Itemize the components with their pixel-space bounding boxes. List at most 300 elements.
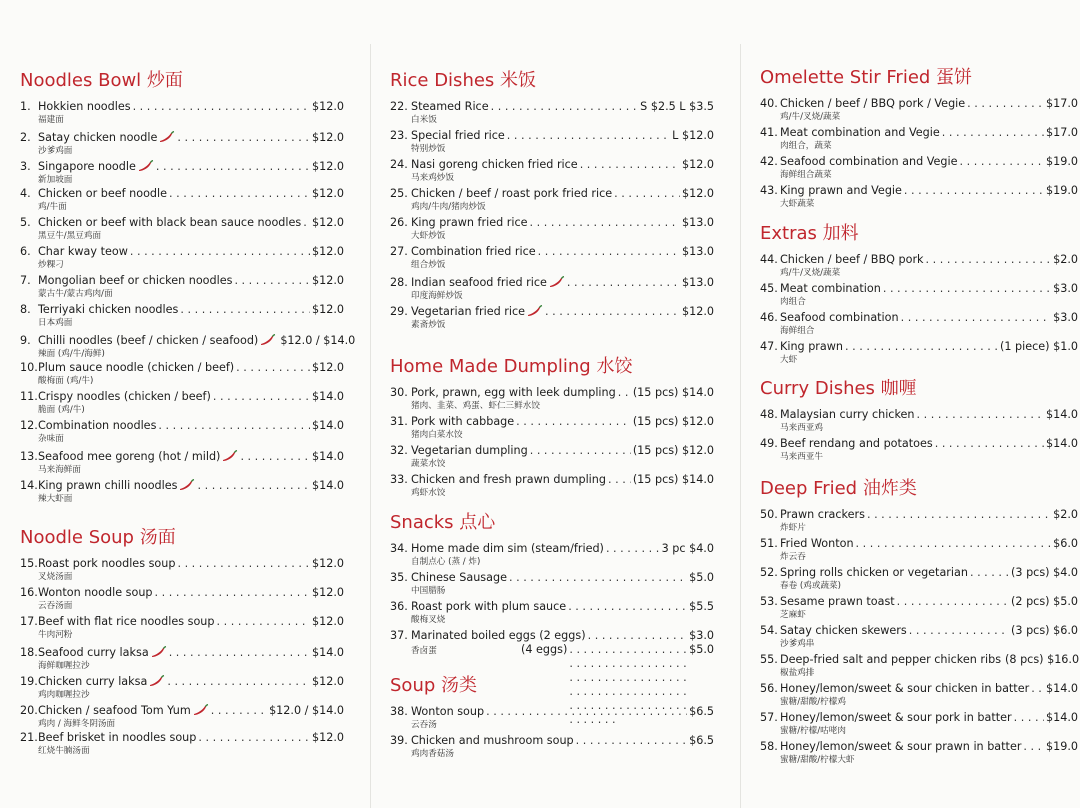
menu-item-line: [760, 566, 1078, 580]
dot-leader: [538, 245, 680, 259]
menu-item: [760, 340, 1078, 369]
menu-section: [20, 70, 356, 506]
menu-item: [760, 282, 1078, 311]
item-chinese-name: 肉组合: [780, 297, 806, 307]
dot-leader: [213, 390, 310, 404]
item-chinese-name: 新加坡面: [38, 175, 73, 185]
chili-icon: [260, 334, 276, 346]
item-number: 14.: [20, 479, 38, 492]
item-price: $14.0: [311, 479, 344, 492]
menu-item-line: [760, 408, 1078, 422]
item-name: Mongolian beef or chicken noodles: [38, 274, 233, 287]
item-name: Pork, prawn, egg with leek dumpling: [411, 386, 616, 399]
dot-leader: [217, 615, 310, 629]
item-price: L $12.0: [672, 129, 714, 142]
item-price: $12.0: [311, 187, 344, 200]
menu-item-line: [20, 245, 344, 259]
item-number: 5.: [20, 216, 31, 229]
item-name: Vegetarian fried rice: [411, 305, 526, 318]
item-number: 13.: [20, 450, 38, 463]
section-title: Noodles Bowl 炒面: [20, 70, 183, 91]
dot-leader: [606, 542, 660, 556]
item-price: $14.0: [1045, 711, 1078, 724]
chili-icon: [549, 276, 565, 288]
item-number: 50.: [760, 508, 778, 521]
item-price: (3 pcs) $6.0: [1011, 624, 1078, 637]
item-price: (2 pcs) $5.0: [1011, 595, 1078, 608]
menu-item-line: [760, 624, 1078, 638]
item-chinese-name: 鸡肉咖喱拉沙: [38, 690, 90, 700]
item-price: $14.0: [1045, 437, 1078, 450]
menu-item: [760, 311, 1078, 340]
item-chinese-name: 猪肉白菜水饺: [411, 430, 463, 440]
menu-item: [20, 100, 344, 129]
menu-item: [760, 566, 1078, 595]
item-price: (15 pcs) $14.0: [632, 473, 714, 486]
menu-item-line: [760, 253, 1078, 267]
menu-item-line: [390, 216, 714, 230]
menu-item: [20, 586, 344, 615]
menu-item-line: [390, 129, 714, 143]
item-chinese-name: 肉组合，蔬菜: [780, 141, 832, 151]
menu-item-line: [390, 600, 714, 614]
dot-leader: [917, 408, 1044, 422]
item-price: $19.0: [1045, 184, 1078, 197]
dot-leader: [909, 624, 1009, 638]
item-price: $13.0: [681, 276, 714, 289]
section-title: Extras 加料: [760, 223, 859, 244]
menu-item-line: [760, 653, 1078, 667]
item-price: $14.0: [311, 419, 344, 432]
menu-item-line: [20, 702, 344, 718]
item-price: $12.0: [311, 245, 344, 258]
item-number: 1.: [20, 100, 31, 113]
menu-item-line: [390, 571, 714, 585]
item-number: 22.: [390, 100, 408, 113]
section-title: Soup 汤类: [390, 675, 477, 696]
item-price: $12.0: [311, 274, 344, 287]
item-number: 20.: [20, 704, 38, 717]
item-name: Chinese Sausage: [411, 571, 507, 584]
menu-item-line: [390, 542, 714, 556]
item-chinese-name: 牛肉河粉: [38, 630, 73, 640]
item-number: 34.: [390, 542, 408, 555]
item-number: 27.: [390, 245, 408, 258]
dot-leader: [935, 437, 1044, 451]
menu-item: [390, 274, 714, 303]
item-name: Chicken and fresh prawn dumpling: [411, 473, 606, 486]
section-title: Omelette Stir Fried 蛋饼: [760, 67, 973, 88]
menu-item: [390, 444, 714, 473]
item-price: $19.0: [1045, 740, 1078, 753]
item-price: $6.5: [689, 734, 714, 747]
item-number: 25.: [390, 187, 408, 200]
item-name: Vegetarian dumpling: [411, 444, 528, 457]
menu-item: [20, 673, 344, 702]
item-number: 12.: [20, 419, 38, 432]
dot-leader: [177, 557, 310, 571]
menu-item: [20, 477, 344, 506]
item-name: Chicken and mushroom soup: [411, 734, 574, 747]
item-name: Honey/lemon/sweet & sour chicken in batter: [780, 682, 1030, 695]
item-chinese-name: 鸡/牛/叉烧/蔬菜: [780, 268, 841, 278]
item-number: 52.: [760, 566, 778, 579]
item-chinese-name: 香卤蛋: [411, 646, 437, 656]
item-name: Malaysian curry chicken: [780, 408, 915, 421]
item-chinese-name: 组合炒饭: [411, 260, 446, 270]
menu-item-line: [20, 557, 344, 571]
dot-leader: [960, 155, 1044, 169]
menu-item-line: [760, 97, 1078, 111]
menu-item-line: [390, 274, 714, 290]
item-name: Chicken curry laksa: [38, 675, 148, 688]
item-price: (3 pcs) $4.0: [1011, 566, 1078, 579]
item-chinese-name: 海鲜组合蔬菜: [780, 170, 832, 180]
item-name: Pork with cabbage: [411, 415, 515, 428]
section-title: Rice Dishes 米饭: [390, 70, 537, 91]
item-price: $12.0: [311, 131, 344, 144]
menu-item: [20, 332, 356, 361]
chili-icon: [193, 704, 209, 716]
item-price: $3.0: [1053, 282, 1078, 295]
item-number: 31.: [390, 415, 408, 428]
menu-item: [20, 557, 344, 586]
item-chinese-name: 马来西亚牛: [780, 452, 823, 462]
item-name: Seafood mee goreng (hot / mild): [38, 450, 221, 463]
item-chinese-name: 海鲜咖喱拉沙: [38, 661, 90, 671]
section-title: Noodle Soup 汤面: [20, 527, 176, 548]
item-name: Seafood combination: [780, 311, 899, 324]
item-number: 24.: [390, 158, 408, 171]
menu-item-line: [20, 129, 344, 145]
menu-item-line: [20, 274, 344, 288]
dot-leader: [236, 361, 310, 375]
item-chinese-name: 炸虾片: [780, 523, 806, 533]
menu-item-line: [760, 595, 1078, 609]
item-price: $13.0: [681, 216, 714, 229]
item-chinese-name: 中国腊肠: [411, 586, 446, 596]
menu-item: [390, 187, 714, 216]
dot-leader: [904, 184, 1044, 198]
item-price: $17.0: [1045, 126, 1078, 139]
section-title: Deep Fried 油炸类: [760, 478, 917, 499]
item-name: King prawn fried rice: [411, 216, 528, 229]
dot-leader: [883, 282, 1051, 296]
dot-leader: [588, 629, 687, 643]
item-name: Beef with flat rice noodles soup: [38, 615, 215, 628]
item-chinese-name: 云吞汤: [411, 720, 437, 730]
menu-item-line: [20, 361, 344, 375]
item-name: Meat combination and Vegie: [780, 126, 940, 139]
dot-leader: [509, 571, 687, 585]
menu-item: [20, 615, 344, 644]
menu-item: [390, 216, 714, 245]
menu-section: [760, 478, 1078, 769]
dot-leader: [177, 131, 310, 145]
item-chinese-name: 鸡/牛面: [38, 202, 67, 212]
dot-leader: [967, 97, 1044, 111]
item-name: Chicken / beef / roast pork fried rice: [411, 187, 613, 200]
menu-item-line: [390, 629, 714, 643]
dot-leader: [614, 187, 680, 201]
dot-leader: [516, 415, 631, 429]
item-number: 53.: [760, 595, 778, 608]
item-number: 17.: [20, 615, 38, 628]
item-chinese-name: 春卷 (鸡或蔬菜): [780, 581, 841, 591]
menu-item: [20, 361, 344, 390]
dot-leader: [507, 129, 670, 143]
item-number: 9.: [20, 334, 31, 347]
fold-line-left: [370, 44, 371, 808]
item-chinese-name: 素斋炒饭: [411, 320, 446, 330]
item-number: 35.: [390, 571, 408, 584]
dot-leader: [491, 100, 639, 114]
item-name: Prawn crackers: [780, 508, 865, 521]
item-name: Char kway teow: [38, 245, 128, 258]
item-price: $14.0: [1045, 408, 1078, 421]
item-number: 57.: [760, 711, 778, 724]
item-price: $5.5: [689, 600, 714, 613]
dot-leader: [942, 126, 1044, 140]
item-chinese-name: 辣大虾面: [38, 494, 73, 504]
menu-section: [760, 378, 1078, 466]
menu-section: [390, 512, 714, 658]
item-price: $12.0: [311, 303, 344, 316]
menu-item-line: [390, 303, 714, 319]
item-price: $12.0: [681, 158, 714, 171]
item-chinese-name: 芝麻虾: [780, 610, 806, 620]
item-number: 44.: [760, 253, 778, 266]
menu-item: [760, 740, 1078, 769]
section-title: Snacks 点心: [390, 512, 496, 533]
menu-item: [20, 216, 344, 245]
item-name: Steamed Rice: [411, 100, 489, 113]
menu-item-line: [760, 184, 1078, 198]
item-number: 4.: [20, 187, 31, 200]
menu-item: [20, 731, 344, 760]
menu-section: [760, 223, 1078, 369]
item-chinese-name: 炒粿刁: [38, 260, 64, 270]
dot-leader: [608, 473, 631, 487]
dot-leader: [1014, 711, 1044, 725]
fold-line-right: [740, 44, 741, 808]
item-price: $14.0: [311, 646, 344, 659]
dot-leader: [856, 537, 1052, 551]
item-price: 3 pc $4.0: [661, 542, 714, 555]
menu-item-line: [390, 444, 714, 458]
menu-section: [20, 527, 344, 760]
dot-leader: [1023, 740, 1044, 754]
menu-item-line: [760, 282, 1078, 296]
item-chinese-name: 红烧牛腩汤面: [38, 746, 90, 756]
menu-item-line: [20, 332, 356, 348]
item-chinese-name: 杂味面: [38, 434, 64, 444]
item-chinese-name: 白米饭: [411, 115, 437, 125]
item-price: (15 pcs) $12.0: [632, 444, 714, 457]
item-name: Chicken or beef noodle: [38, 187, 168, 200]
dot-leader: [970, 566, 1009, 580]
item-name: Deep-fried salt and pepper chicken ribs: [780, 653, 1002, 666]
dot-leader: [486, 705, 687, 719]
item-price: $3.0: [689, 629, 714, 642]
item-number: 6.: [20, 245, 31, 258]
dot-leader: [576, 734, 687, 748]
dot-leader: [180, 303, 310, 317]
item-chinese-name: 海鲜组合: [780, 326, 815, 336]
item-number: 18.: [20, 646, 38, 659]
menu-item-line: [760, 682, 1078, 696]
menu-item: [390, 303, 714, 332]
section-title: Home Made Dumpling 水饺: [390, 356, 633, 377]
menu-item: [390, 158, 714, 187]
item-chinese-name: 蜜糖/甜酸/柠檬大虾: [780, 755, 855, 765]
menu-item: [760, 711, 1078, 740]
item-number: 3.: [20, 160, 31, 173]
menu-item: [760, 97, 1078, 126]
dot-leader: [568, 600, 687, 614]
item-number: 42.: [760, 155, 778, 168]
dot-leader: [133, 100, 310, 114]
item-price: (15 pcs) $12.0: [632, 415, 714, 428]
item-number: 47.: [760, 340, 778, 353]
dot-leader: [926, 253, 1052, 267]
item-number: 32.: [390, 444, 408, 457]
item-chinese-name: 鸡肉香菇汤: [411, 749, 454, 759]
item-price: $12.0: [311, 731, 344, 744]
menu-item: [20, 245, 344, 274]
item-name: Wonton soup: [411, 705, 485, 718]
dot-leader: [155, 586, 310, 600]
menu-item-line: [760, 508, 1078, 522]
chili-icon: [149, 675, 165, 687]
item-price: $6.0: [1053, 537, 1078, 550]
item-number: 40.: [760, 97, 778, 110]
menu-item: [760, 653, 1078, 682]
item-chinese-name: 辣面 (鸡/牛/海鲜): [38, 349, 105, 359]
item-sub-option: (4 eggs): [521, 643, 568, 656]
menu-item-line: [390, 473, 714, 487]
item-chinese-name: 鸡肉/牛肉/猪肉炒饭: [411, 202, 486, 212]
item-name: Sesame prawn toast: [780, 595, 895, 608]
item-number: 56.: [760, 682, 778, 695]
dot-leader: [545, 305, 680, 319]
item-chinese-name: 蜜糖/柠檬/咕咾肉: [780, 726, 846, 736]
item-name: Plum sauce noodle (chicken / beef): [38, 361, 235, 374]
menu-item-line: [760, 711, 1078, 725]
item-number: 49.: [760, 437, 778, 450]
item-number: 43.: [760, 184, 778, 197]
chili-icon: [138, 160, 154, 172]
menu-item-line: [20, 419, 344, 433]
menu-item-line: [760, 311, 1078, 325]
item-number: 11.: [20, 390, 38, 403]
item-chinese-name: 大虾炒饭: [411, 231, 446, 241]
item-chinese-name: 马来西亚鸡: [780, 423, 823, 433]
menu-item-line: [20, 448, 344, 464]
menu-item: [760, 508, 1078, 537]
item-price: $14.0: [311, 390, 344, 403]
menu-item: [390, 386, 714, 415]
dot-leader: [211, 704, 267, 718]
menu-item: [20, 158, 344, 187]
item-name: Seafood curry laksa: [38, 646, 149, 659]
item-number: 39.: [390, 734, 408, 747]
menu-item: [760, 537, 1078, 566]
item-number: 16.: [20, 586, 38, 599]
item-chinese-name: 鸡虾水饺: [411, 488, 446, 498]
dot-leader: [234, 274, 310, 288]
item-number: 30.: [390, 386, 408, 399]
item-price: $12.0: [311, 675, 344, 688]
menu-item: [760, 155, 1078, 184]
dot-leader: [1031, 682, 1044, 696]
item-chinese-name: 大虾: [780, 355, 798, 365]
item-price: $5.0: [689, 571, 714, 584]
item-name: Marinated boiled eggs (2 eggs): [411, 629, 586, 642]
item-number: 26.: [390, 216, 408, 229]
item-price: (1 piece) $1.0: [1000, 340, 1078, 353]
item-chinese-name: 云吞汤面: [38, 601, 73, 611]
item-price: $12.0 / $14.0: [269, 704, 344, 717]
menu-item: [760, 126, 1078, 155]
menu-item: [20, 187, 344, 216]
item-name: Honey/lemon/sweet & sour prawn in batter: [780, 740, 1022, 753]
item-chinese-name: 蔬菜水饺: [411, 459, 446, 469]
item-name: Chicken / seafood Tom Yum: [38, 704, 191, 717]
item-name: Fried Wonton: [780, 537, 854, 550]
item-price: $19.0: [1045, 155, 1078, 168]
item-price: $12.0: [311, 557, 344, 570]
item-name: King prawn: [780, 340, 843, 353]
menu-item-line: [20, 390, 344, 404]
menu-item-line: [760, 740, 1078, 754]
item-price: $14.0: [311, 450, 344, 463]
item-chinese-name: 沙爹鸡面: [38, 146, 73, 156]
menu-section: [760, 67, 1078, 213]
item-name: Satay chicken skewers: [780, 624, 907, 637]
item-chinese-name: 沙爹鸡串: [780, 639, 815, 649]
menu-item-line: [390, 386, 714, 400]
menu-item-line: [20, 187, 344, 201]
item-name: Home made dim sim (steam/fried): [411, 542, 604, 555]
item-name: King prawn and Vegie: [780, 184, 902, 197]
menu-item-line: [390, 100, 714, 114]
item-price: (15 pcs) $14.0: [632, 386, 714, 399]
dot-leader: [240, 450, 310, 464]
item-number: 38.: [390, 705, 408, 718]
item-number: 46.: [760, 311, 778, 324]
item-name: Terriyaki chicken noodles: [38, 303, 179, 316]
item-name: Roast pork with plum sauce: [411, 600, 567, 613]
item-chinese-name: 蒙古牛/蒙古鸡肉/面: [38, 289, 113, 299]
menu-item-line: [760, 340, 1078, 354]
menu-item: [390, 415, 714, 444]
item-name: Crispy noodles (chicken / beef): [38, 390, 211, 403]
dot-leader: [867, 508, 1051, 522]
item-number: 45.: [760, 282, 778, 295]
dot-leader: [618, 386, 631, 400]
item-number: 36.: [390, 600, 408, 613]
menu-item: [20, 702, 344, 731]
menu-item: [390, 542, 714, 571]
item-chinese-name: 炸云吞: [780, 552, 806, 562]
item-number: 54.: [760, 624, 778, 637]
menu-item: [390, 600, 714, 629]
menu-item-line: [760, 437, 1078, 451]
menu-item-line: [20, 216, 344, 230]
menu-item: [390, 734, 714, 763]
menu-item-line: [760, 155, 1078, 169]
